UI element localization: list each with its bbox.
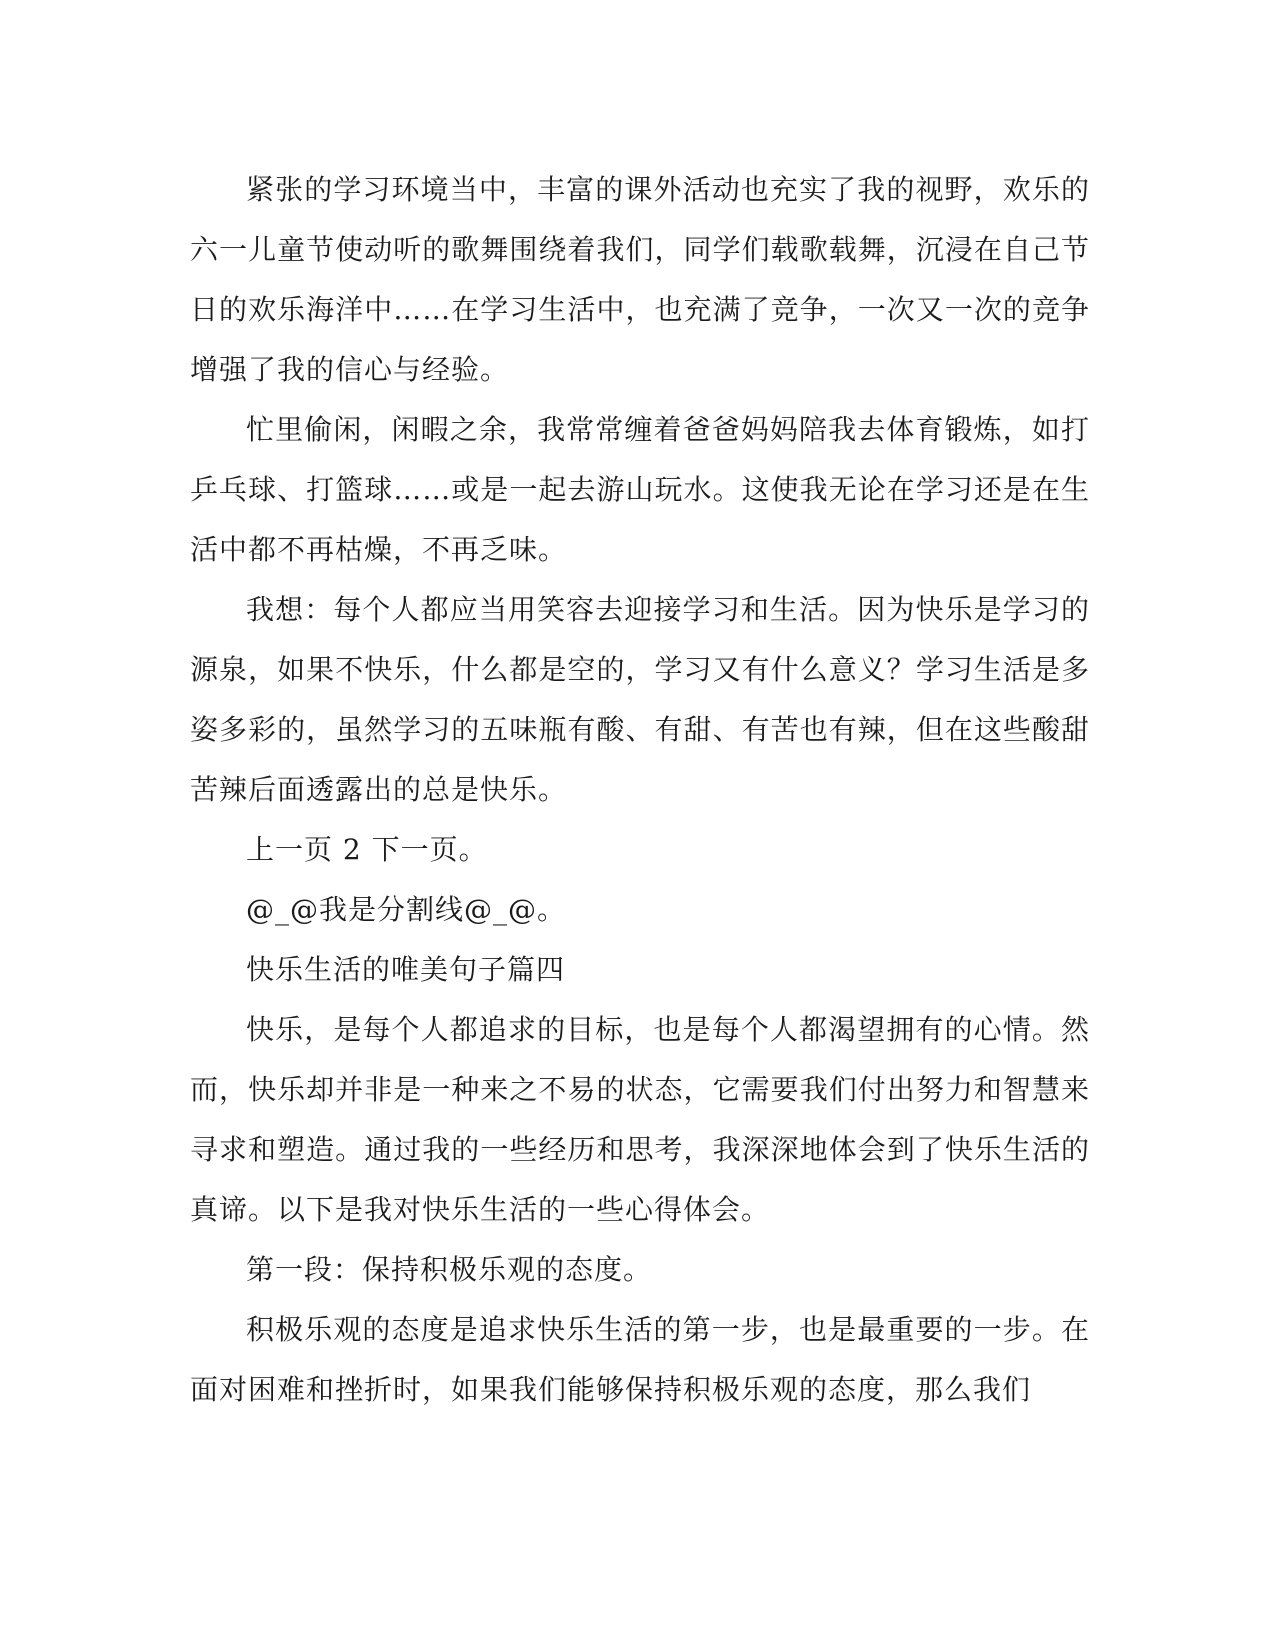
divider-text: @_@我是分割线@_@。 (246, 893, 567, 926)
pagination-text: 上一页 2 下一页。 (246, 833, 488, 866)
section-heading: 快乐生活的唯美句子篇四 (246, 953, 566, 986)
paragraph-leisure-sports: 忙里偷闲，闲暇之余，我常常缠着爸爸妈妈陪我去体育锻炼，如打乒乓球、打篮球……或是一起去游山玩水。这使我无论在学习还是在生活中都不再枯燥，不再乏味。 (190, 413, 1090, 566)
document-body (190, 160, 1090, 1420)
paragraph-happiness-intro: 快乐，是每个人都追求的目标，也是每个人都渴望拥有的心情。然而，快乐却并非是一种来之不易的状态，它需要我们付出努力和智慧来寻求和塑造。通过我的一些经历和思考，我深深地体会到了快乐生活的真谛。以下是我对快乐生活的一些心得体会。 (190, 1013, 1090, 1226)
paragraph-positive-attitude: 积极乐观的态度是追求快乐生活的第一步，也是最重要的一步。在面对困难和挫折时，如果我们能够保持积极乐观的态度，那么我们 (190, 1313, 1090, 1406)
paragraph-smile-learning: 我想：每个人都应当用笑容去迎接学习和生活。因为快乐是学习的源泉，如果不快乐，什么都是空的，学习又有什么意义？学习生活是多姿多彩的，虽然学习的五味瓶有酸、有甜、有苦也有辣，但在这些酸甜苦辣后面透露出的总是快乐。 (190, 593, 1090, 806)
paragraph-school-activities: 紧张的学习环境当中，丰富的课外活动也充实了我的视野，欢乐的六一儿童节使动听的歌舞围绕着我们，同学们载歌载舞，沉浸在自己节日的欢乐海洋中……在学习生活中，也充满了竞争，一次又一次的竞争增强了我的信心与经验。 (190, 173, 1090, 386)
subsection-heading-first: 第一段：保持积极乐观的态度。 (246, 1253, 653, 1286)
